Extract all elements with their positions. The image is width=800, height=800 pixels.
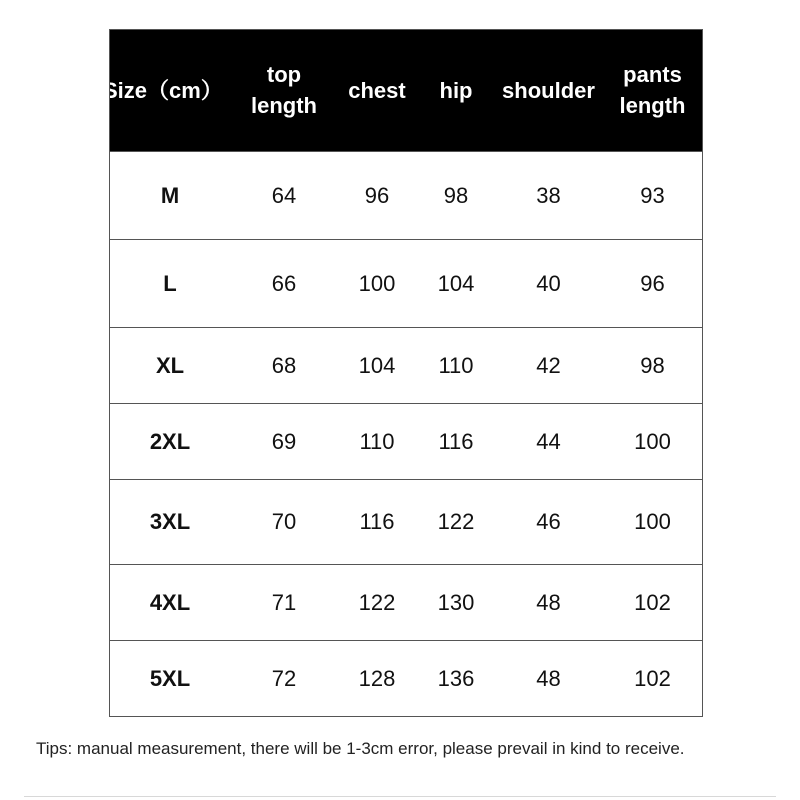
header-hip: hip — [417, 29, 495, 152]
header-size — [103, 29, 231, 152]
size-chart-body — [109, 152, 703, 718]
hip-cell: 98 — [417, 152, 495, 240]
shoulder-cell: 44 — [495, 404, 602, 480]
hip-cell: 130 — [417, 565, 495, 641]
header-shoulder: shoulder — [495, 29, 602, 152]
chest-cell: 96 — [337, 152, 417, 240]
header-chest: chest — [337, 29, 417, 152]
size-cell: 3XL — [109, 480, 231, 565]
size-cell: L — [109, 240, 231, 328]
chest-cell: 122 — [337, 565, 417, 641]
top-length-cell: 70 — [231, 480, 337, 565]
top-length-cell: 64 — [231, 152, 337, 240]
table-row — [109, 328, 703, 404]
top-length-cell: 71 — [231, 565, 337, 641]
pants-length-cell: 102 — [602, 565, 703, 641]
pants-length-cell: 102 — [602, 641, 703, 718]
table-row — [109, 240, 703, 328]
size-cell: M — [109, 152, 231, 240]
shoulder-cell: 40 — [495, 240, 602, 328]
table-row — [109, 404, 703, 480]
size-cell: 5XL — [109, 641, 231, 718]
shoulder-cell: 46 — [495, 480, 602, 565]
table-row — [109, 565, 703, 641]
measurement-tips: Tips: manual measurement, there will be 1-3cm error, please prevail in kind to receive. — [36, 739, 685, 758]
header-row — [109, 29, 703, 152]
shoulder-cell: 38 — [495, 152, 602, 240]
size-chart-table — [103, 29, 703, 717]
table-row — [109, 641, 703, 718]
pants-length-cell: 96 — [602, 240, 703, 328]
chest-cell: 116 — [337, 480, 417, 565]
chest-cell: 128 — [337, 641, 417, 718]
pants-length-cell: 100 — [602, 404, 703, 480]
size-chart-header — [103, 29, 703, 152]
header-pants-length: pants length — [602, 29, 703, 152]
pants-length-cell: 100 — [602, 480, 703, 565]
hip-cell: 116 — [417, 404, 495, 480]
size-cell: 4XL — [109, 565, 231, 641]
header-size-label: Size（cm） — [103, 77, 223, 103]
hip-cell: 122 — [417, 480, 495, 565]
pants-length-cell: 93 — [602, 152, 703, 240]
hip-cell: 110 — [417, 328, 495, 404]
top-length-cell: 69 — [231, 404, 337, 480]
hip-cell: 136 — [417, 641, 495, 718]
size-cell: XL — [109, 328, 231, 404]
top-length-cell: 66 — [231, 240, 337, 328]
chest-cell: 100 — [337, 240, 417, 328]
table-row — [109, 152, 703, 240]
hip-cell: 104 — [417, 240, 495, 328]
top-length-cell: 68 — [231, 328, 337, 404]
header-top-length: top length — [231, 29, 337, 152]
divider — [24, 796, 776, 797]
chest-cell: 104 — [337, 328, 417, 404]
shoulder-cell: 48 — [495, 641, 602, 718]
table-row — [109, 480, 703, 565]
pants-length-cell: 98 — [602, 328, 703, 404]
shoulder-cell: 48 — [495, 565, 602, 641]
size-cell: 2XL — [109, 404, 231, 480]
chest-cell: 110 — [337, 404, 417, 480]
shoulder-cell: 42 — [495, 328, 602, 404]
top-length-cell: 72 — [231, 641, 337, 718]
